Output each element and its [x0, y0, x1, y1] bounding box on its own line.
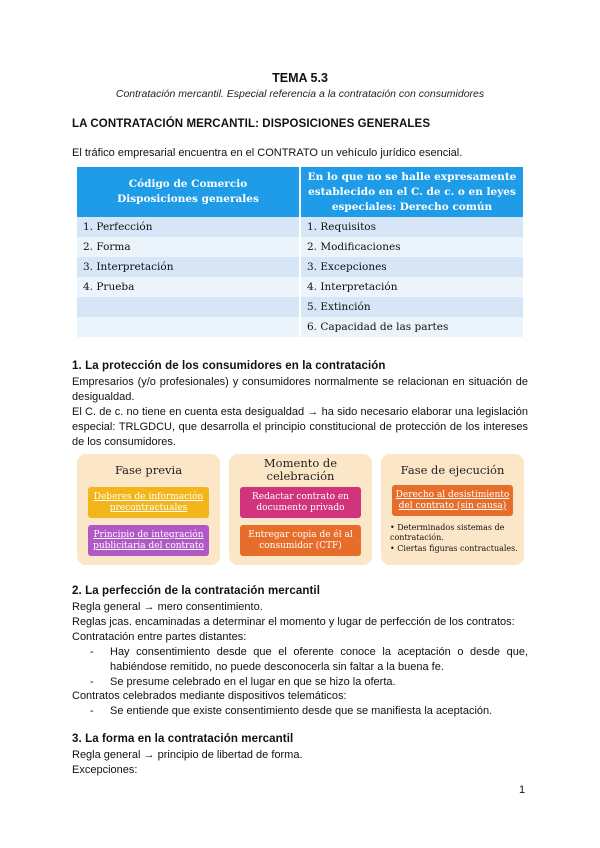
box-deberes-informacion: Deberes de información precontractuales — [88, 487, 209, 518]
section-2-line-2: Reglas jcas. encaminadas a determinar el momento y lugar de perfección de los contratos: — [72, 616, 515, 628]
box-integracion-publicitaria: Principio de integración publicitaria del contrato — [88, 525, 209, 556]
list-item: - Se presume celebrado en el lugar en que se hizo la oferta. — [90, 676, 396, 688]
table-cell: 2. Modificaciones — [300, 237, 523, 257]
table-cell: 4. Interpretación — [300, 277, 523, 297]
list-item: - Hay consentimiento desde que el oferente conoce la aceptación o desde que, habiéndose remitido, no puede desconocerla sin faltar a la buena fe. — [90, 646, 528, 673]
box-redactar-contrato: Redactar contrato en documento privado — [240, 487, 361, 518]
table-cell: 5. Extinción — [300, 297, 523, 317]
page-title: TEMA 5.3 — [272, 71, 328, 85]
table-cell: 2. Forma — [77, 237, 300, 257]
page-number: 1 — [519, 784, 526, 796]
panel-title: Fase previa — [114, 463, 183, 477]
table-header-right: En lo que no se halle expresamente establecido en el C. de c. o en leyes especiales: Derecho común — [300, 167, 523, 217]
table-cell: 4. Prueba — [77, 277, 300, 297]
table-row — [77, 237, 523, 257]
intro-text: El tráfico empresarial encuentra en el CONTRATO un vehículo jurídico esencial. — [72, 147, 463, 159]
table-row — [77, 297, 523, 317]
table-cell: 1. Requisitos — [300, 217, 523, 237]
table-row — [77, 257, 523, 277]
panel-momento-celebracion — [229, 454, 372, 565]
section-3-line-2: Excepciones: — [72, 764, 138, 776]
table-header-row — [77, 167, 523, 217]
page-subtitle: Contratación mercantil. Especial referencia a la contratación con consumidores — [115, 88, 485, 100]
section-1-paragraph-1: Empresarios (y/o profesionales) y consumidores normalmente se relacionan en situación de desigualdad. — [72, 376, 528, 403]
box-derecho-desistimiento: Derecho al desistimiento del contrato (sin causa) — [392, 485, 513, 516]
section-heading-3: 3. La forma en la contratación mercantil — [72, 733, 294, 745]
table-cell: 1. Perfección — [77, 217, 300, 237]
box-entregar-copia: Entregar copia de él al consumidor (CTF) — [240, 525, 361, 556]
section-heading-main: LA CONTRATACIÓN MERCANTIL: DISPOSICIONES GENERALES — [72, 118, 431, 130]
table-cell: 3. Interpretación — [77, 257, 300, 277]
table-row — [77, 317, 523, 337]
bullet-figuras-contractuales: • Ciertas figuras contractuales. — [390, 544, 518, 553]
section-2-line-1: Regla general → mero consentimiento. — [72, 601, 263, 613]
panel-title: Fase de ejecución — [400, 463, 505, 477]
table-cell: 3. Excepciones — [300, 257, 523, 277]
section-heading-1: 1. La protección de los consumidores en la contratación — [72, 360, 386, 372]
comparison-table — [77, 167, 523, 337]
section-2-line-3: Contratación entre partes distantes: — [72, 631, 247, 643]
bullet-sistemas-contratacion: • Determinados sistemas de contratación. — [390, 523, 505, 542]
table-cell — [77, 297, 300, 317]
table-header-left: Código de Comercio Disposiciones generales — [77, 167, 300, 217]
section-1-paragraph-2: El C. de c. no tiene en cuenta esta desigualdad → ha sido necesario elaborar una legislación especial: TRLGDCU, que desarrolla el principio constitucional de protección de los intereses de los consumidores. — [72, 406, 528, 448]
panel-fase-previa — [77, 454, 220, 565]
table-cell: 6. Capacidad de las partes — [300, 317, 523, 337]
table-cell — [77, 317, 300, 337]
section-heading-2: 2. La perfección de la contratación mercantil — [72, 585, 320, 597]
list-item: - Se entiende que existe consentimiento desde que se manifiesta la aceptación. — [90, 705, 493, 717]
panel-fase-ejecucion — [381, 454, 524, 565]
section-3-line-1: Regla general → principio de libertad de forma. — [72, 749, 303, 761]
table-row — [77, 217, 523, 237]
table-row — [77, 277, 523, 297]
panel-title: Momento de celebración — [263, 456, 338, 483]
section-2-line-4: Contratos celebrados mediante dispositivos telemáticos: — [72, 690, 347, 702]
